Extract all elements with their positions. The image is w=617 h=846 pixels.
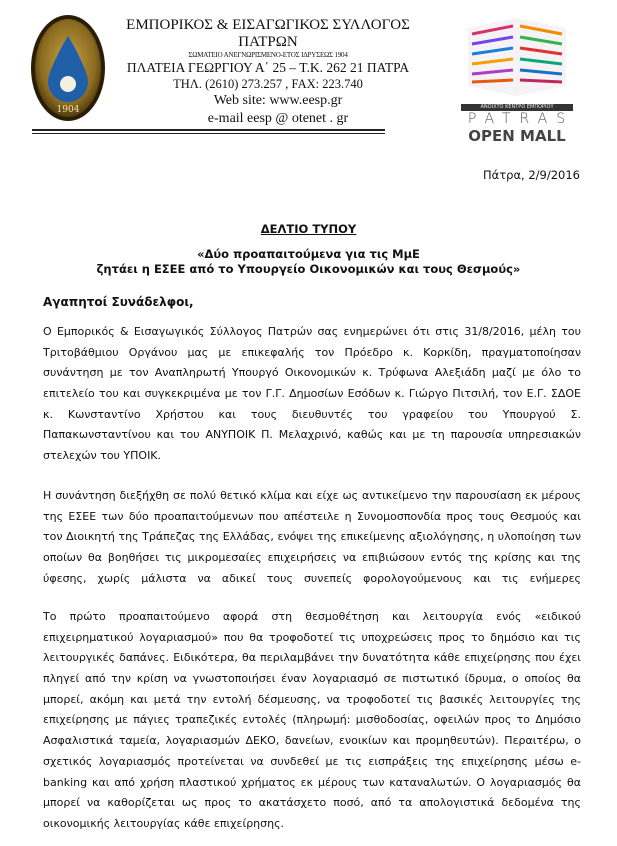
paragraph-line: Τριτοβάθμιου Οργάνου μας με επικεφαλής τον Πρόεδρο κ. Κορκίδη, πραγματοποίησαν: [43, 345, 581, 359]
association-seal-logo: [30, 14, 106, 122]
paragraph-line: Παπακωνσταντίνου και του ΑΝΥΠΟΙΚ Π. Μελαχρινό, καθώς και με τη παρουσία υπηρεσιακών: [43, 428, 581, 442]
paragraph-line: συνάντηση με τον Αναπληρωτή Υπουργό Οικονομικών κ. Τρύφωνα Αλεξιάδη μαζί με όλο το: [43, 366, 581, 380]
document-subtitle: [0, 247, 617, 277]
paragraph-line: Ο Εμπορικός & Εισαγωγικός Σύλλογος Πατρών σας ενημερώνει ότι στις 31/8/2016, μέλη του: [43, 325, 581, 338]
patras-open-mall-logo: [458, 16, 576, 144]
paragraph-line: οποίων θα βοηθήσει τις μικρομεσαίες επιχειρήσεις να επιβιώσουν εντός της κρίσης και της: [43, 551, 581, 565]
paragraph-1: [43, 322, 581, 467]
mall-name-patras: PATRAS: [467, 111, 575, 127]
seal-year: 1904: [56, 105, 80, 115]
paragraph-line: επιχείρησης με πάγιες τραπεζικές εντολές (πληρωμή: μισθοδοσίας, οφειλών προς το Δημόσιο: [43, 713, 581, 727]
paragraph-line: ύφεσης, χωρίς μάλιστα να αδικεί τους συνεπείς φορολογούμενους και τις ενήμερες: [43, 571, 581, 585]
org-email: e-mail eesp @ otenet . gr: [207, 111, 349, 126]
org-address: ΠΛΑΤΕΙΑ ΓΕΩΡΓΙΟΥ Α΄ 25 – Τ.Κ. 262 21 ΠΑΤΡΑ: [126, 60, 410, 75]
document-title: ΔΕΛΤΙΟ ΤΥΠΟΥ: [260, 222, 357, 236]
org-city: ΠΑΤΡΩΝ: [238, 34, 298, 50]
paragraph-line: οικονομικής λειτουργίας κάθε επιχείρησης.: [43, 816, 285, 830]
paragraph-line: μπορεί, ακόμη και μετά την εντολή δέσμευσης, να τροφοδοτεί τις βασικές λειτουργίες της: [43, 692, 581, 706]
paragraph-line: της ΕΣΕΕ των δύο προαπαιτούμενων που απέστειλε η Συνομοσπονδία προς τους Θεσμούς και: [43, 509, 581, 523]
org-subtitle: ΣΩΜΑΤΕΙΟ ΑΝΕΓΝΩΡΙΣΜΕΝΟ-ΕΤΟΣ ΙΔΡΥΣΕΩΣ 1904: [188, 51, 348, 59]
subtitle-line: ζητάει η ΕΣΕΕ από το Υπουργείο Οικονομικών και τους Θεσμούς»: [96, 262, 521, 276]
paragraph-line: στελεχών του ΥΠΟΙΚ.: [43, 449, 162, 463]
paragraph-2: [43, 486, 581, 589]
paragraph-line: Η συνάντηση διεξήχθη σε πολύ θετικό κλίμα και είχε ως αντικείμενο την παρουσίαση εκ μέρους: [43, 489, 581, 502]
header-divider: [32, 129, 385, 134]
paragraph-line: Το πρώτο προαπαιτούμενο αφορά στη θεσμοθέτηση και λειτουργία ενός «ειδικού: [43, 610, 581, 623]
paragraph-line: επιτελείο του και συγκεκριμένα με τον Γ.Γ. Δημοσίων Εσόδων κ. Γιώργο Πιτσιλή, τον Ε.Γ. ΣΔΟΕ: [43, 387, 581, 401]
paragraph-line: πληγεί από την κρίση να γνωστοποιήσει έναν λογαριασμό σε πιστωτικό ίδρυμα, ο οποίος θα: [43, 672, 581, 686]
mall-name-open-mall: OPEN MALL: [468, 127, 566, 145]
paragraph-line: κ. Κωνσταντίνο Χρήστου και τους διευθυντές του γραφείου του Υπουργού Σ.: [43, 407, 581, 421]
paragraph-line: σχετικός λογαριασμός προτείνεται να συνδεθεί με τις εισπράξεις της επιχείρησης μέσω e-: [43, 754, 581, 768]
paragraph-3: [43, 607, 581, 835]
mall-tagline: ΑΝΟΙΧΤΟ ΚΕΝΤΡΟ ΕΜΠΟΡΙΟΥ: [461, 104, 573, 111]
org-phone-fax: ΤΗΛ. (2610) 273.257 , FAX: 223.740: [173, 77, 363, 91]
letterhead: [118, 16, 418, 128]
greeting: Αγαπητοί Συνάδελφοι,: [43, 295, 194, 309]
mall-cube-graphic: [458, 16, 576, 96]
document-date: Πάτρα, 2/9/2016: [483, 168, 580, 182]
paragraph-line: τον Διοικητή της Τράπεζας της Ελλάδας, ενόψει της επικείμενης αξιολόγησης, η υλοποίηση των: [43, 530, 581, 544]
paragraph-line: Ασφαλιστικά ταμεία, λογαριασμών ΔΕΚΟ, δανείων, ενοικίων και προμηθευτών). Περαιτέρω, ο: [43, 734, 581, 748]
org-website: Web site: www.eesp.gr: [213, 93, 343, 108]
paragraph-line: μπορεί να καθορίζεται ως προς το ακατάσχετο ποσό, από τα απολογιστικά δεδομένα της: [43, 796, 581, 810]
org-name: ΕΜΠΟΡΙΚΟΣ & ΕΙΣΑΓΩΓΙΚΟΣ ΣΥΛΛΟΓΟΣ: [126, 17, 410, 33]
paragraph-line: λειτουργικές δαπάνες. Ειδικότερα, θα περιλαμβάνει την δυνατότητα κάθε επιχείρησης που έχει: [43, 651, 581, 665]
subtitle-line: «Δύο προαπαιτούμενα για τις ΜμΕ: [197, 247, 420, 261]
paragraph-line: banking και από χρήση πλαστικού χρήματος εκ μέρους των καταναλωτών. Ο λογαριασμός θα: [43, 775, 581, 789]
paragraph-line: επιχειρηματικού λογαριασμού» που θα τροφοδοτεί τις υποχρεώσεις προς το δημόσιο και τις: [43, 630, 581, 644]
